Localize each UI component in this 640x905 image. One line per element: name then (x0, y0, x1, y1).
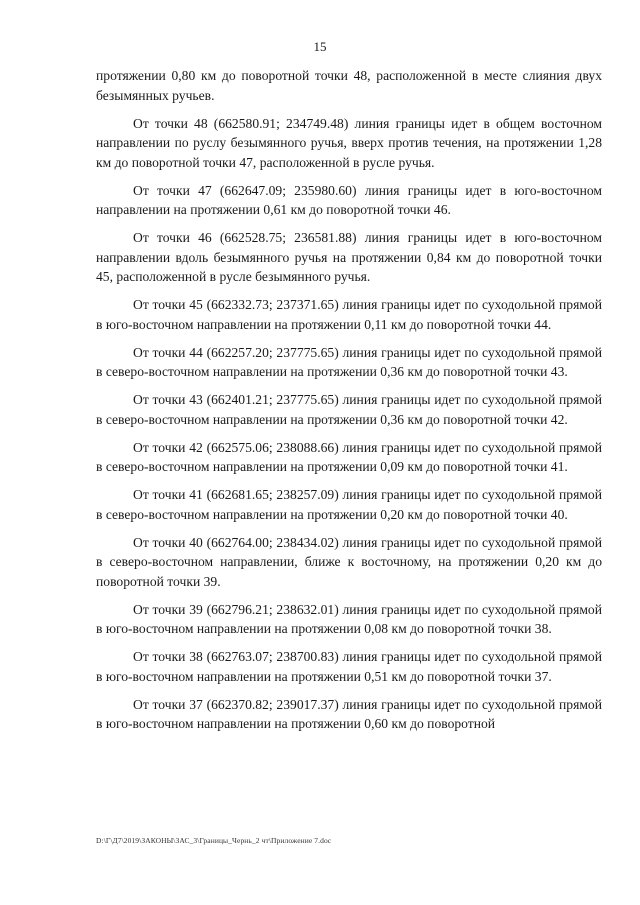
paragraph-point-39: От точки 39 (662796.21; 238632.01) линия границы идет по суходольной прямой в юго-восточном направлении на протяжении 0,08 км до поворотной точки 38. (96, 601, 602, 636)
paragraph-point-45: От точки 45 (662332.73; 237371.65) линия границы идет по суходольной прямой в юго-восточном направлении на протяжении 0,11 км до поворотной точки 44. (96, 297, 602, 332)
paragraph-point-44: От точки 44 (662257.20; 237775.65) линия границы идет по суходольной прямой в северо-восточном направлении на протяжении 0,36 км до поворотной точки 43. (96, 344, 602, 379)
paragraph-point-37: От точки 37 (662370.82; 239017.37) линия границы идет по суходольной прямой в юго-восточном направлении на протяжении 0,60 км до поворотной (96, 696, 602, 731)
paragraph-point-42: От точки 42 (662575.06; 238088.66) линия границы идет по суходольной прямой в северо-восточном направлении на протяжении 0,09 км до поворотной точки 41. (96, 439, 602, 474)
paragraph-point-47: От точки 47 (662647.09; 235980.60) линия границы идет в юго-восточном направлении на протяжении 0,61 км до поворотной точки 46. (96, 182, 602, 217)
paragraph-continuation: протяжении 0,80 км до поворотной точки 48, расположенной в месте слияния двух безымянных ручьев. (96, 68, 602, 103)
paragraph-point-41: От точки 41 (662681.65; 238257.09) линия границы идет по суходольной прямой в северо-восточном направлении на протяжении 0,20 км до поворотной точки 40. (96, 487, 602, 522)
paragraph-point-48: От точки 48 (662580.91; 234749.48) линия границы идет в общем восточном направлении по руслу безымянного ручья, вверх против течения, на протяжении 1,28 км до поворотной точки 47, расположенной в русле ручья. (96, 115, 602, 170)
paragraph-point-40: От точки 40 (662764.00; 238434.02) линия границы идет по суходольной прямой в северо-восточном направлении, ближе к восточному, на протяжении 0,20 км до поворотной точки 39. (96, 534, 602, 589)
paragraph-point-46: От точки 46 (662528.75; 236581.88) линия границы идет в юго-восточном направлении вдоль безымянного ручья на протяжении 0,84 км до поворотной точки 45, расположенной в русле безымянного ручья. (96, 230, 602, 284)
paragraph-point-38: От точки 38 (662763.07; 238700.83) линия границы идет по суходольной прямой в юго-восточном направлении на протяжении 0,51 км до поворотной точки 37. (96, 649, 602, 684)
footer-file-path: D:\Г\Д7\2019\ЗАКОНЫ\ЗАС_3\Границы_Чернь_2 чт\Приложение 7.doc (96, 836, 332, 845)
document-body (96, 66, 602, 742)
paragraph-point-43: От точки 43 (662401.21; 237775.65) линия границы идет по суходольной прямой в северо-восточном направлении на протяжении 0,36 км до поворотной точки 42. (96, 392, 602, 427)
page-number: 15 (313, 39, 327, 54)
